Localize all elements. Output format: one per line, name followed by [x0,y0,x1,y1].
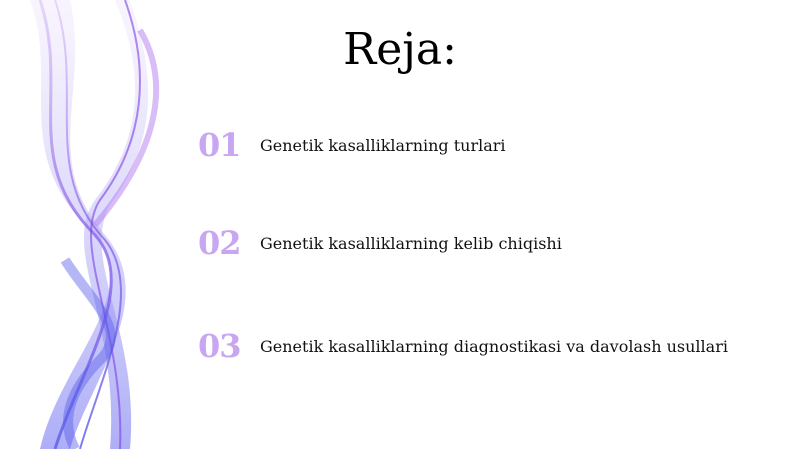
agenda-number: 01 [198,126,241,164]
agenda-item [198,224,562,262]
agenda-number: 03 [198,327,241,365]
agenda-number: 02 [198,224,241,262]
agenda-label: Genetik kasalliklarning kelib chiqishi [260,233,562,253]
agenda-label: Genetik kasalliklarning diagnostikasi va davolash usullari [260,336,728,356]
agenda-item [198,327,728,365]
slide-title: Reja: [343,24,457,75]
agenda-item [198,126,506,164]
agenda-label: Genetik kasalliklarning turlari [260,135,506,155]
